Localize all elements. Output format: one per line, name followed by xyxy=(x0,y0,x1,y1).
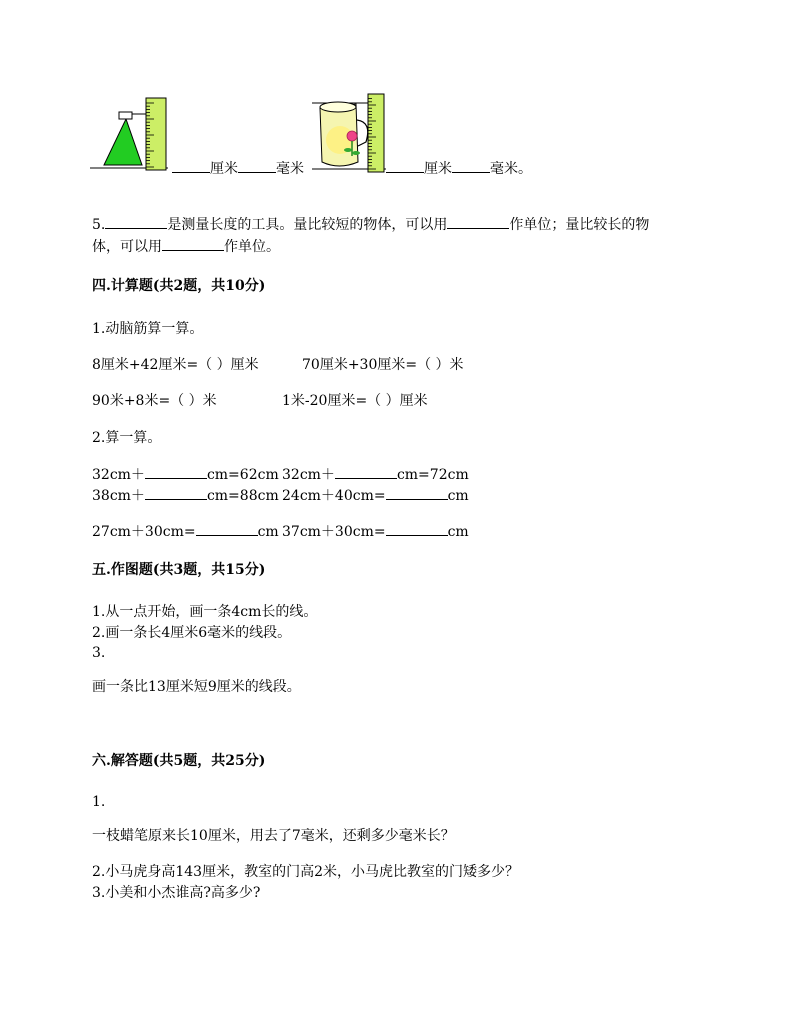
flower-leaf xyxy=(352,151,360,155)
measure-2-text xyxy=(386,158,532,178)
answer-blank[interactable] xyxy=(335,464,397,479)
answer-blank[interactable] xyxy=(452,158,490,173)
s6-q1-text: 一枝蜡笔原来长10厘米，用去了7毫米，还剩多少毫米长？ xyxy=(92,828,455,844)
section-4-title: 四.计算题(共2题，共10分) xyxy=(92,278,266,294)
measure-1-text xyxy=(172,158,304,178)
s5-q3-text: 画一条比13厘米短9厘米的线段。 xyxy=(92,679,301,695)
s4-q2-item-2: 32cm＋ cm=72cm xyxy=(282,464,469,484)
cone-shape xyxy=(104,119,142,165)
unit-mm-end-label: 毫米。 xyxy=(490,161,532,177)
answer-blank[interactable] xyxy=(386,485,448,500)
cone-top xyxy=(119,112,132,119)
s4-q2-item-3: 38cm＋ cm=88cm xyxy=(92,485,279,505)
s6-q3: 3.小美和小杰谁高?高多少? xyxy=(92,885,261,901)
s5-q1: 1.从一点开始，画一条4cm长的线。 xyxy=(92,604,318,620)
s5-q2: 2.画一条长4厘米6毫米的线段。 xyxy=(92,625,292,641)
s4-q2-title: 2.算一算。 xyxy=(92,430,162,446)
answer-blank[interactable] xyxy=(162,236,224,251)
s4-q1-row1-left: 8厘米+42厘米=（ ）厘米 xyxy=(92,357,259,373)
vertical-ruler xyxy=(368,94,384,172)
section-6-title: 六.解答题(共5题，共25分) xyxy=(92,753,266,769)
mug-with-ruler-figure xyxy=(312,90,392,175)
mug-handle xyxy=(357,120,368,146)
q5-line-1: 5. 是测量长度的工具。量比较短的物体，可以用 作单位；量比较长的物 xyxy=(92,214,649,234)
answer-blank[interactable] xyxy=(386,521,448,536)
q5-line-2: 体，可以用 作单位。 xyxy=(92,236,280,256)
s4-q1-title: 1.动脑筋算一算。 xyxy=(92,321,204,337)
unit-mm-label: 毫米 xyxy=(276,161,304,177)
vertical-ruler xyxy=(146,98,166,170)
s4-q2-item-4: 24cm＋40cm= cm xyxy=(282,485,469,505)
s6-q2: 2.小马虎身高143厘米，教室的门高2米，小马虎比教室的门矮多少？ xyxy=(92,864,519,880)
answer-blank[interactable] xyxy=(145,464,207,479)
section-5-title: 五.作图题(共3题，共15分) xyxy=(92,562,266,578)
flower-leaf xyxy=(344,148,352,152)
s4-q1-row2-left: 90米+8米=（ ）米 xyxy=(92,393,217,409)
answer-blank[interactable] xyxy=(196,521,258,536)
answer-blank[interactable] xyxy=(386,158,424,173)
s4-q1-row2-right: 1米-20厘米=（ ）厘米 xyxy=(282,393,428,409)
s4-q2-item-1: 32cm＋ cm=62cm xyxy=(92,464,279,484)
answer-blank[interactable] xyxy=(447,214,509,229)
s4-q2-item-6: 37cm＋30cm= cm xyxy=(282,521,469,541)
flower-icon xyxy=(347,131,357,141)
unit-cm-label: 厘米 xyxy=(424,161,452,177)
mug-rim xyxy=(320,102,356,112)
answer-blank[interactable] xyxy=(172,158,210,173)
s4-q1-row1-right: 70厘米+30厘米=（ ）米 xyxy=(302,357,464,373)
s5-q3-number: 3. xyxy=(92,645,106,661)
answer-blank[interactable] xyxy=(105,214,167,229)
answer-blank[interactable] xyxy=(145,485,207,500)
s4-q2-item-5: 27cm＋30cm= cm xyxy=(92,521,279,541)
s6-q1-number: 1. xyxy=(92,794,106,810)
cone-with-ruler-figure xyxy=(90,95,180,175)
unit-cm-label: 厘米 xyxy=(210,161,238,177)
answer-blank[interactable] xyxy=(238,158,276,173)
